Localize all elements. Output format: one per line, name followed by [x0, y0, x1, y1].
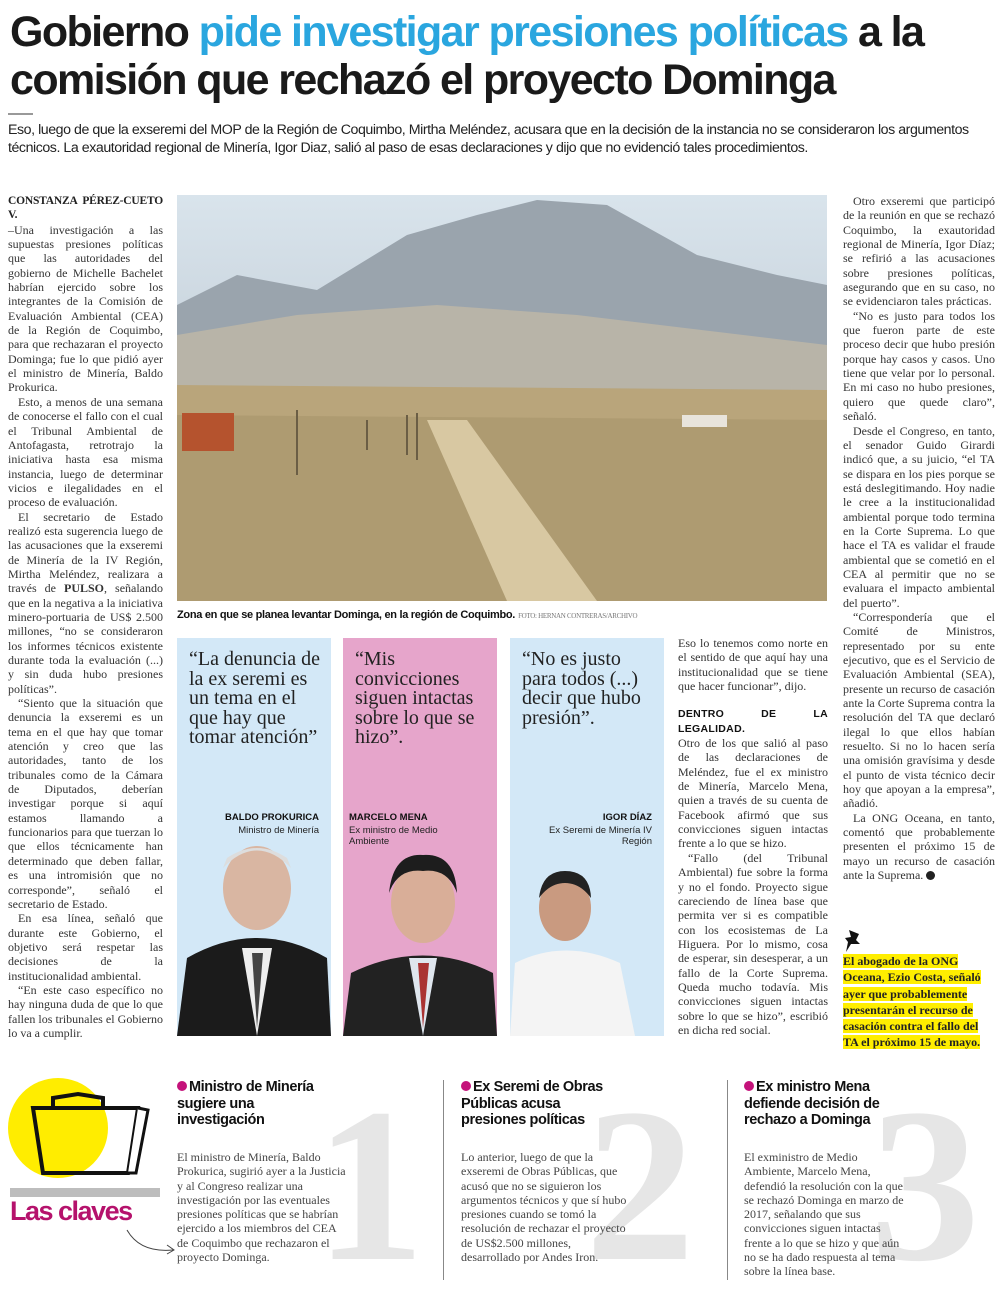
- paragraph: Eso lo tenemos como norte en el sentido de que aquí hay una institucionalidad que se tiene que hacer funcionar”, dijo.: [678, 636, 828, 694]
- bullet-icon: [461, 1081, 471, 1091]
- quote-card-mena: [343, 638, 497, 1036]
- quote-role: Ex Seremi de Minería IV Región: [549, 825, 652, 847]
- paragraph: “En este caso específico no hay ninguna duda de que lo que fallen los tribunales el Gobierno lo va a cumplir.: [8, 982, 163, 1040]
- quote-role: Ministro de Minería: [238, 825, 319, 836]
- quote-text: “Mis convicciones siguen intactas sobre lo que se hizo”.: [355, 648, 475, 748]
- bullet-icon: [177, 1081, 187, 1091]
- paragraph: –Una investigación a las supuestas presiones políticas que las autoridades del gobierno de Michelle Bachelet habrían ejercido sobre los integrantes de la Comisión de Evaluación Ambiental (CEA) de la Región de Coquimbo, para que rechazaran el proyecto Dominga; fue lo que pidió ayer el ministro de Minería, Baldo Prokurica.: [8, 222, 163, 395]
- headline-part1: Gobierno: [10, 8, 199, 56]
- quote-card-diaz: [510, 638, 664, 1036]
- paragraph: “Siento que la situación que denuncia la exseremi es un tema en el que hay que tomar atención y creo que las autoridades, tanto de los tribunales como de la Cámara de Diputados, deberían investigar porque si aquí estamos llamando a funcionarios para que tuerzan lo que ellos técnicamente han determinado que deben fallar, es una intromisión que no corresponde”, señaló el secretario de Estado.: [8, 696, 163, 911]
- headline-highlight: pide investigar presiones políticas: [198, 8, 848, 56]
- paragraph: “Fallo (del Tribunal Ambiental) fue sobre la forma y no el fondo. Proyecto sigue careciendo de línea base que permita ver si es compatible con los ecosistemas de La Higuera. Por lo mismo, cosa de esperar, sin desesperar, a un fallo de la Corte Suprema. Queda mucho todavía. Mis convicciones siguen intactas sobre lo que se hizo”, escribió en dicha red social.: [678, 850, 828, 1037]
- folder-icon: [8, 1078, 163, 1198]
- las-claves-title: Las claves: [10, 1196, 132, 1226]
- paragraph: “Correspondería que el Comité de Ministros, representado por su ente ejecutivo, que es el Servicio de Evaluación Ambiental (SEA), presente un recurso de casación ante la Corte Suprema contra la resolución del TA que declaró ilegal lo que ellos habían resuelto. Si no lo hacen sería una omisión gravísima y desde el punto de vista técnico decir hoy que apoyan a la empresa”, añadió.: [843, 609, 995, 811]
- key-number-2: 2: [585, 1063, 695, 1307]
- arrow-icon: [125, 1228, 180, 1258]
- portrait-mena: [343, 843, 497, 1036]
- byline: CONSTANZA PÉREZ-CUETO V.: [8, 195, 163, 222]
- divider: [8, 113, 33, 115]
- highlight-box: El abogado de la ONG Oceana, Ezio Costa, señaló ayer que probablemente presentarán el recurso de casación contra el fallo del TA el próximo 15 de mayo.: [843, 954, 981, 1050]
- pulso-mention: PULSO: [64, 581, 105, 596]
- quote-author: BALDO PROKURICA: [225, 812, 319, 823]
- section-heading: DENTRO DE LA LEGALIDAD.: [678, 708, 828, 735]
- pushpin-icon: [843, 928, 863, 954]
- left-column: [8, 194, 163, 1040]
- photo-caption: Zona en que se planea levantar Dominga, en la región de Coquimbo. FOTO: HERNAN CONTRERAS/ARCHIVO: [177, 609, 638, 621]
- quote-role: Ex ministro de Medio Ambiente: [349, 825, 438, 847]
- headline: [10, 8, 995, 104]
- end-mark-icon: [926, 871, 935, 880]
- key-1-title: Ministro de Minería sugiere una investigación: [177, 1079, 314, 1128]
- photo-credit: FOTO: HERNAN CONTRERAS/ARCHIVO: [518, 612, 638, 620]
- paragraph: El secretario de Estado realizó esta sugerencia luego de las acusaciones que la exseremi de Minería de la IV Región, Mirtha Meléndez, realizara a través de PULSO, señalando que en la negativa a la iniciativa minero-portuaria de US$ 2.500 millones, “no se consideraron los informes técnicos existente durante toda la evaluación (...) y sin duda hubo presiones políticas”.: [8, 509, 164, 696]
- quote-text: “No es justo para todos (...) decir que hubo presión”.: [522, 648, 641, 729]
- divider: [727, 1080, 728, 1280]
- paragraph: La ONG Oceana, en tanto, comentó que probablemente presenten el próximo 15 de mayo un recurso de casación ante la Suprema.: [843, 810, 995, 883]
- key-number-1: 1: [315, 1063, 425, 1307]
- key-number-3: 3: [870, 1063, 980, 1307]
- paragraph: Desde el Congreso, en tanto, el senador Guido Girardi indicó que, a su juicio, “el TA se dispara en los pies porque se está deslegitimando. Hoy nadie le cree a la institucionalidad ambiental porque todo termina en la Corte Suprema. Lo que hace el TA es validar el fraude ambiental que se cometió en el CEA al permitir que no se evaluara el impacto ambiental del puerto”.: [843, 423, 995, 610]
- key-3-body: El exministro de Medio Ambiente, Marcelo Mena, defendió la resolución con la que se rechazó Dominga en marzo de 2017, señalando que sus convicciones siguen intactas frente a lo que se hizo y que aún no se ha dado respuesta al tema sobre la línea base.: [744, 1150, 904, 1279]
- subheadline: Eso, luego de que la exseremi del MOP de la Región de Coquimbo, Mirtha Meléndez, acusara que en la decisión de la instancia no se consideraron los argumentos técnicos. La exautoridad regional de Minería, Igor Diaz, salió al paso de esas declaraciones y dijo que no evidenció tales procedimientos.: [8, 122, 969, 156]
- right-column: [843, 194, 995, 883]
- quote-author: IGOR DÍAZ: [602, 812, 652, 823]
- key-2-body: Lo anterior, luego de que la exseremi de Obras Públicas, que acusó que no se siguieron los argumentos técnicos y que sí hubo presiones cuando se tomó la resolución de rechazar el proyecto de US$2.500 millones, desarrollado por Andes Iron.: [461, 1150, 627, 1265]
- headline-part2: a la comisión que rechazó el proyecto Dominga: [10, 8, 924, 104]
- portrait-diaz: [510, 853, 664, 1036]
- portrait-prokurica: [177, 838, 331, 1036]
- middle-column: [678, 636, 828, 1037]
- paragraph: “No es justo para todos los que fueron parte de este proceso decir que hubo presión porque hay casos y casos. Uno tiene que velar por lo personal. En mi caso no hubo presiones, quiero que quede claro”, señaló.: [843, 308, 995, 424]
- paragraph: Otro exseremi que participó de la reunión en que se rechazó Coquimbo, la exautoridad regional de Minería, Igor Díaz; se refirió a las acusaciones sobre presiones políticas, asegurando que en su caso, no se evidenciaron tales prácticas.: [843, 194, 995, 309]
- quote-card-prokurica: [177, 638, 331, 1036]
- paragraph: Esto, a menos de una semana de conocerse el fallo con el cual el Tribunal Ambiental de Antofagasta, retrotrajo la iniciativa hasta esa misma instancia, luego de determinar vicios e ilegalidades en el proceso de evaluación.: [8, 394, 163, 510]
- paragraph: Otro de los que salió al paso de las declaraciones de Meléndez, fue el ex ministro de Minería, Marcelo Mena, quien a través de su cuenta de Facebook afirmó que sus convicciones siguen intactas frente a lo que se hizo.: [678, 736, 828, 851]
- quote-author: MARCELO MENA: [349, 812, 428, 823]
- paragraph: En esa línea, señaló que durante este Gobierno, el objetivo será respetar las decisiones de la institucionalidad ambiental.: [8, 911, 163, 983]
- key-1-body: El ministro de Minería, Baldo Prokurica, sugirió ayer a la Justicia y al Congreso realizar una investigación por las eventuales presiones políticas que se habrían ejercido a los miembros del CEA de Coquimbo que rechazaron el proyecto Dominga.: [177, 1150, 346, 1265]
- quote-text: “La denuncia de la ex seremi es un tema en el que hay que tomar atención”: [189, 648, 321, 748]
- key-2-title: Ex Seremi de Obras Públicas acusa presiones políticas: [461, 1079, 603, 1128]
- bullet-icon: [744, 1081, 754, 1091]
- divider: [443, 1080, 444, 1280]
- key-3-title: Ex ministro Mena defiende decisión de rechazo a Dominga: [744, 1079, 880, 1128]
- landscape-photo: [177, 195, 827, 601]
